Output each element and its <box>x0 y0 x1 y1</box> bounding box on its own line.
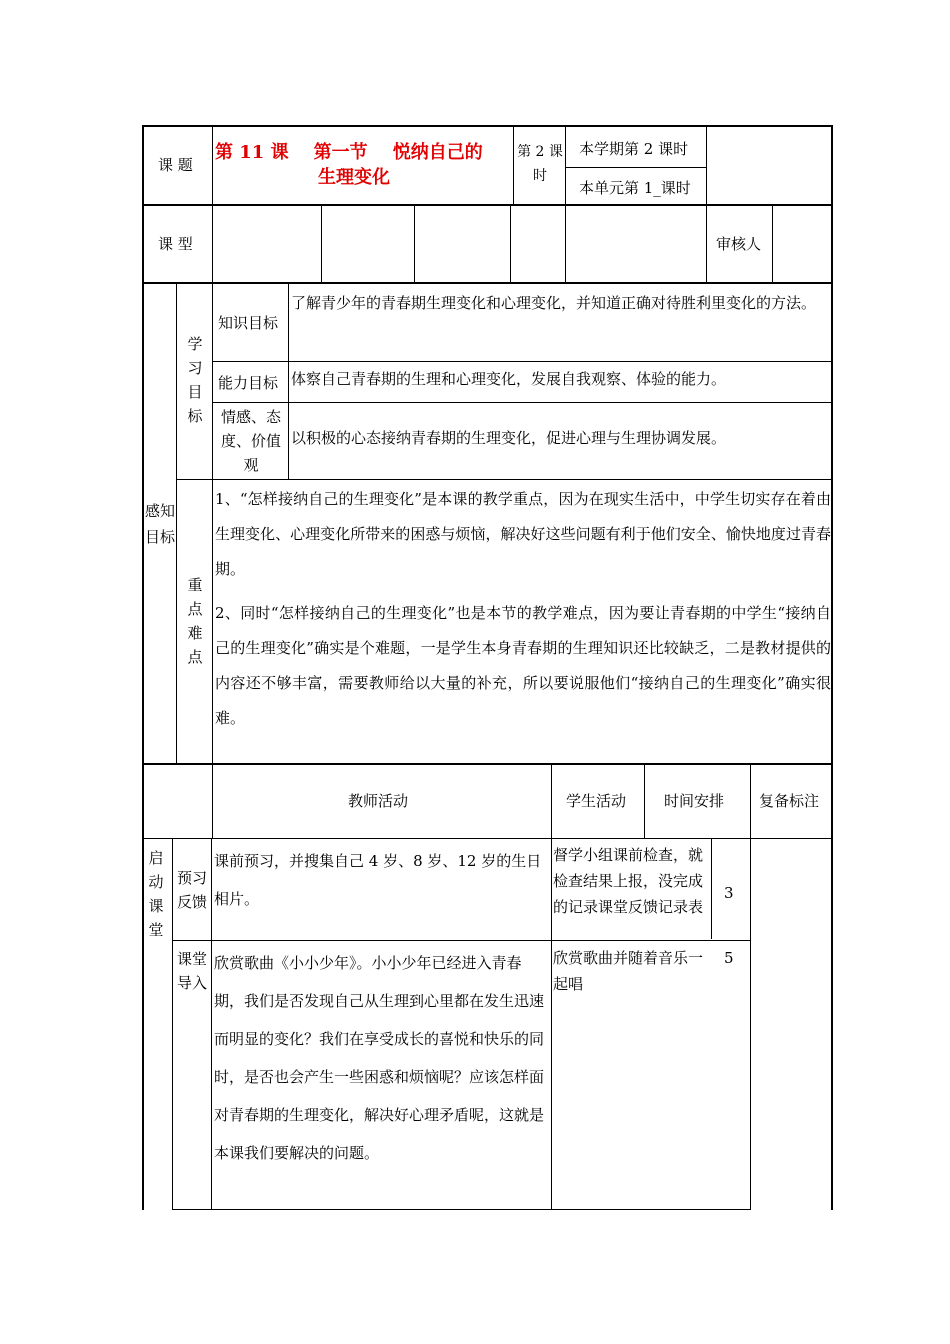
rule <box>211 839 212 1210</box>
rule <box>142 125 144 765</box>
rule <box>551 764 552 1210</box>
rule <box>831 764 833 1210</box>
learning-goal-label: 学习目标 <box>187 335 203 425</box>
type-label: 课 型 <box>158 235 193 253</box>
rule <box>142 282 833 284</box>
preview-feedback-label: 预习反馈 <box>176 869 207 911</box>
rule <box>772 205 773 283</box>
ability-goal-text: 体察自己青春期的生理和心理变化，发展自我观察、体验的能力。 <box>291 370 727 388</box>
rule <box>212 402 832 403</box>
rule <box>176 479 832 480</box>
preview-student-text: 督学小组课前检查，就检查结果上报，没完成的记录课堂反馈记录表 <box>553 846 704 916</box>
start-class-label: 启动课堂 <box>148 849 164 939</box>
lesson-title-line1: 第 11 课 第一节 悦纳自己的 <box>215 142 483 163</box>
rule <box>750 764 751 1210</box>
period-label: 第 2 课时 <box>517 144 563 184</box>
rule <box>142 763 833 765</box>
reviewer-label: 审核人 <box>716 235 762 253</box>
student-activity-header: 学生活动 <box>566 792 627 810</box>
rule <box>644 764 645 839</box>
semester-period: 本学期第 2 课时 <box>579 140 689 158</box>
rule <box>212 361 832 362</box>
rule <box>510 205 511 283</box>
rule <box>321 205 322 283</box>
teacher-activity-header: 教师活动 <box>348 792 409 810</box>
unit-period: 本单元第 1_课时 <box>579 179 691 197</box>
knowledge-goal-label: 知识目标 <box>218 314 279 332</box>
review-notes-header: 复备标注 <box>759 792 820 810</box>
key-difficulty-label: 重点难点 <box>187 576 203 666</box>
rule <box>142 764 144 1210</box>
lesson-title-line2: 生理变化 <box>318 167 390 188</box>
rule <box>212 283 213 764</box>
rule <box>711 839 712 939</box>
rule <box>414 205 415 283</box>
rule <box>288 283 289 479</box>
preview-teacher-text: 课前预习，并搜集自己 4 岁、8 岁、12 岁的生日相片。 <box>214 852 542 908</box>
topic-label: 课 题 <box>158 156 193 174</box>
rule <box>513 125 514 205</box>
rule <box>172 1209 751 1210</box>
rule <box>142 125 833 127</box>
intro-teacher-text: 欣赏歌曲《小小少年》。小小少年已经进入青春期，我们是否发现自己从生理到心里都在发生迅速而明显的变化？我们在享受成长的喜悦和快乐的同时，是否也会产生一些困惑和烦恼呢？应该怎样面对青春期的生理变化，解决好心理矛盾呢，这就是本课我们要解决的问题。 <box>214 954 545 1162</box>
rule <box>142 838 833 839</box>
difficulty-text: 2、同时“怎样接纳自己的生理变化”也是本节的教学难点，因为要让青春期的中学生“接纳自己的生理变化”确实是个难题，一是学生本身青春期的生理知识还比较缺乏，二是教材提供的内容还不够丰富，需要教师给以大量的补充，所以要说服他们“接纳自己的生理变化”确实很难。 <box>215 604 831 727</box>
rule <box>212 764 213 839</box>
knowledge-goal-text: 了解青少年的青春期生理变化和心理变化，并知道正确对待胜利里变化的方法。 <box>291 294 817 312</box>
intro-student-text: 欣赏歌曲并随着音乐一起唱 <box>553 949 704 993</box>
preview-time: 3 <box>724 884 734 902</box>
time-schedule-header: 时间安排 <box>664 792 725 810</box>
ability-goal-label: 能力目标 <box>218 374 279 392</box>
key-point-text: 1、“怎样接纳自己的生理变化”是本课的教学重点，因为在现实生活中，中学生切实存在着由生理变化、心理变化所带来的困惑与烦恼，解决好这些问题有利于他们安全、愉快地度过青春期。 <box>215 490 831 578</box>
class-intro-label: 课堂导入 <box>176 950 207 992</box>
rule <box>142 204 833 206</box>
rule <box>566 167 707 168</box>
rule <box>172 940 751 941</box>
perception-goal-label: 感知目标 <box>144 502 175 546</box>
intro-time: 5 <box>724 949 734 967</box>
rule <box>176 283 177 764</box>
emotion-goal-label: 情感、态度、价值观 <box>220 408 281 474</box>
emotion-goal-text: 以积极的心态接纳青春期的生理变化，促进心理与生理协调发展。 <box>291 429 727 447</box>
